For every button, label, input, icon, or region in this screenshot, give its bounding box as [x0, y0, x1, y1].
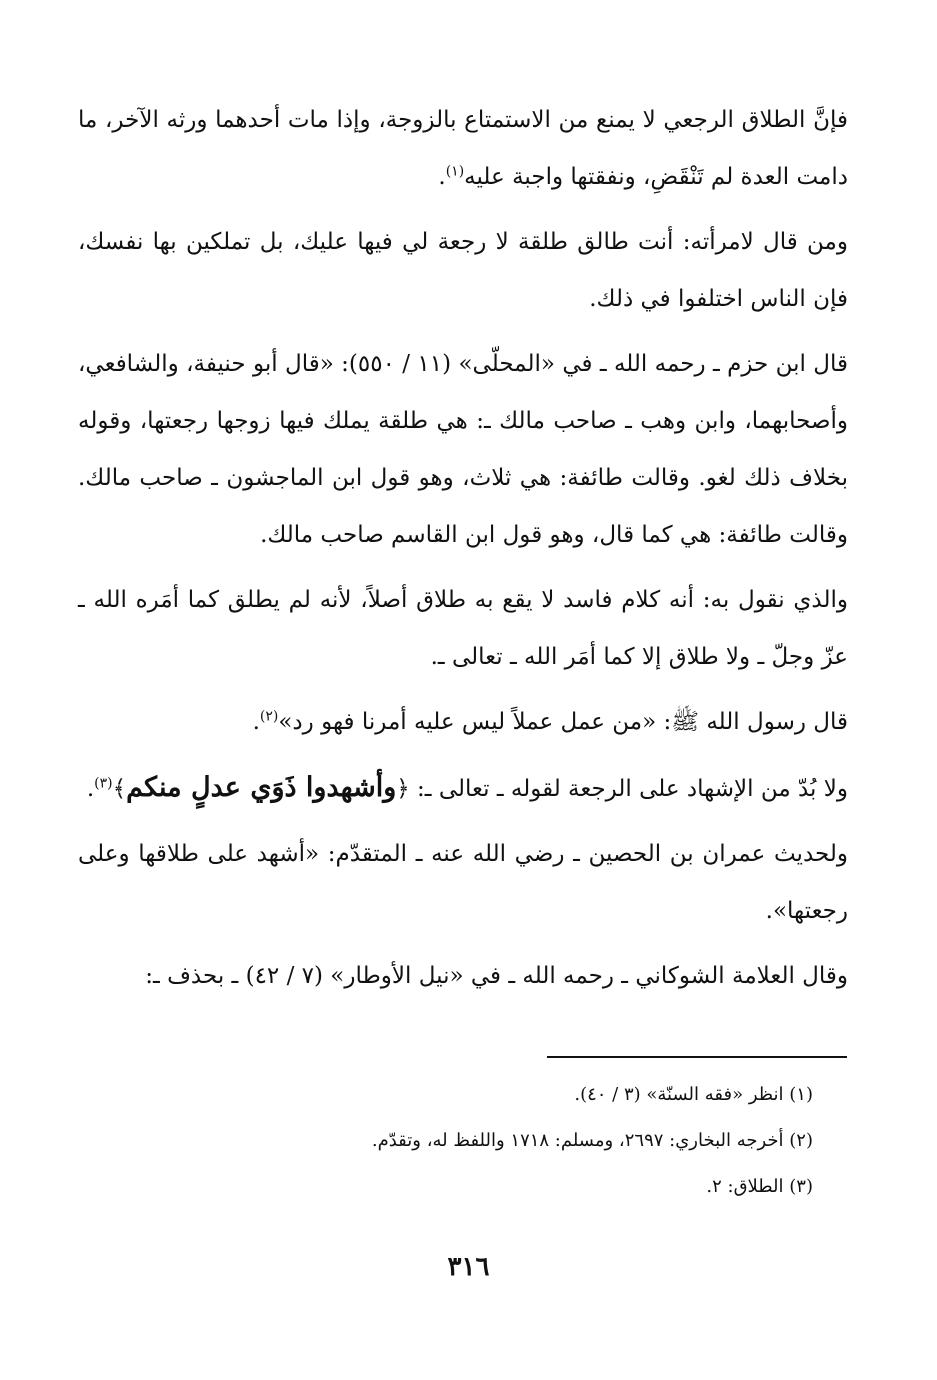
footnote-ref-3: (٣) — [94, 775, 113, 792]
quran-bracket-close: ﴾ — [112, 776, 127, 802]
footnote-2: (٢) أخرجه البخاري: ٢٦٩٧، ومسلم: ١٧١٨ واللفظ له، وتقدّم. — [371, 1130, 813, 1151]
paragraph-2: ومن قال لامرأته: أنت طالق طلقة لا رجعة لي فيها عليك، بل تملكين بها نفسك، فإن الناس اختلفوا في ذلك. — [78, 229, 848, 312]
footnote-divider — [547, 1056, 847, 1058]
footnotes — [133, 1072, 813, 1210]
paragraph-6-text: ولا بُدّ من الإشهاد على الرجعة لقوله ـ تعالى ـ: ﴿ — [396, 776, 848, 802]
footnote-3: (٣) الطلاق: ٢. — [706, 1176, 813, 1197]
paragraph-1-end: . — [438, 164, 446, 190]
paragraph-1 — [78, 92, 848, 206]
footnote-1: (١) انظر «فقه السنّة» (٣ / ٤٠). — [574, 1084, 813, 1105]
paragraph-5-text: قال رسول الله ﷺ: «من عمل عملاً ليس عليه أمرنا فهو رد» — [278, 709, 848, 735]
paragraph-7: ولحديث عمران بن الحصين ـ رضي الله عنه ـ المتقدّم: «أشهد على طلاقها وعلى رجعتها». — [78, 841, 848, 924]
quran-verse: وأشهدوا ذَوَي عدلٍ منكم — [126, 772, 397, 803]
paragraph-5-end: . — [252, 709, 260, 735]
footnote-ref-2: (٢) — [259, 708, 279, 725]
paragraph-5 — [78, 694, 848, 751]
footnote-ref-1: (١) — [445, 163, 465, 180]
paragraph-3: قال ابن حزم ـ رحمه الله ـ في «المحلّى» (١١ / ٥٥٠): «قال أبو حنيفة، والشافعي، وأصحابهما، وابن وهب ـ صاحب مالك ـ: هي طلقة يملك فيها زوجها رجعتها، وقوله بخلاف ذلك لغو. وقالت طائفة: هي ثلاث، وهو قول ابن الماجشون ـ صاحب مالك. وقالت طائفة: هي كما قال، وهو قول ابن القاسم صاحب مالك. — [78, 351, 848, 548]
paragraph-6-end: . — [86, 776, 95, 802]
paragraph-8: وقال العلامة الشوكاني ـ رحمه الله ـ في «نيل الأوطار» (٧ / ٤٢) ـ بحذف ـ: — [145, 963, 848, 989]
paragraph-6 — [78, 759, 848, 818]
main-text — [78, 92, 848, 1013]
paragraph-1-text: فإنَّ الطلاق الرجعي لا يمنع من الاستمتاع بالزوجة، وإذا مات أحدهما ورثه الآخر، ما دامت العدة لم تَنْقَضِ، ونفقتها واجبة عليه — [78, 107, 848, 190]
page-number: ٣١٦ — [447, 1252, 490, 1282]
paragraph-4: والذي نقول به: أنه كلام فاسد لا يقع به طلاق أصلاً، لأنه لم يطلق كما أمَره الله ـ عزّ وجلّ ـ ولا طلاق إلا كما أمَر الله ـ تعالى ـ. — [78, 587, 848, 670]
